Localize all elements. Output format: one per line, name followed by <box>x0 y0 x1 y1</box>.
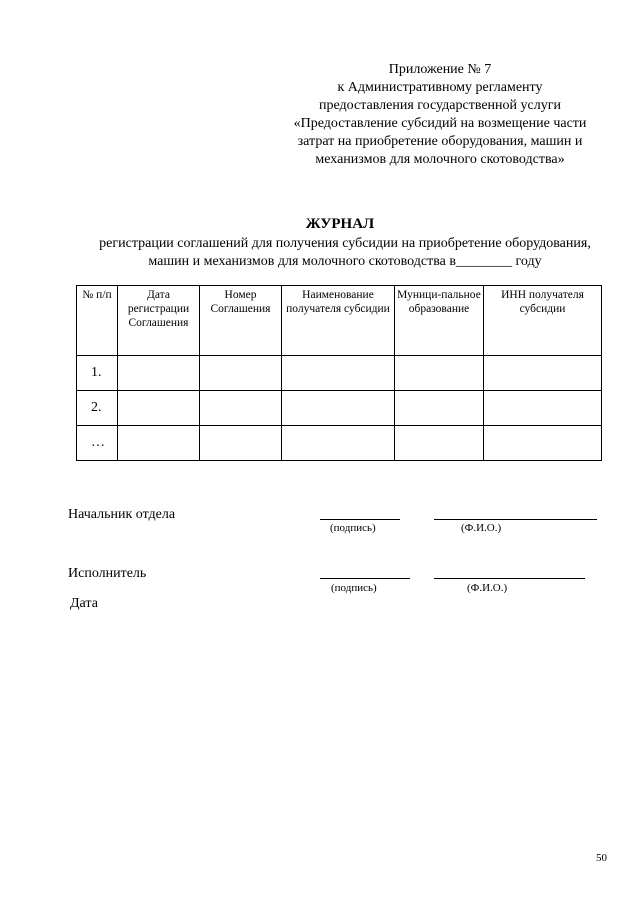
appendix-line: механизмов для молочного скотоводства» <box>315 152 565 167</box>
table-cell <box>200 391 282 426</box>
signature-line <box>320 519 400 520</box>
table-cell <box>118 356 200 391</box>
table-cell <box>200 426 282 461</box>
signature-line <box>320 578 410 579</box>
date-label: Дата <box>70 596 98 611</box>
page-number: 50 <box>596 852 607 864</box>
table-row <box>77 391 602 426</box>
table-cell <box>484 356 602 391</box>
table-cell <box>395 356 484 391</box>
appendix-line: предоставления государственной услуги <box>319 98 561 113</box>
header-cell-municipality: Муници-пальное образование <box>395 286 484 356</box>
signature-caption: (подпись) <box>331 582 377 594</box>
table-cell <box>282 356 395 391</box>
header-cell-date: Дата регистрации Соглашения <box>118 286 200 356</box>
journal-title: ЖУРНАЛ <box>305 216 375 232</box>
appendix-line: «Предоставление субсидий на возмещение части <box>293 116 587 131</box>
header-cell-recipient-name: Наименование получателя субсидии <box>282 286 395 356</box>
table-cell: … <box>77 426 118 461</box>
name-caption: (Ф.И.О.) <box>467 582 508 594</box>
table-cell: 2. <box>77 391 118 426</box>
appendix-line: Приложение № 7 <box>388 62 492 77</box>
appendix-header <box>270 61 610 169</box>
table-cell <box>395 391 484 426</box>
name-line <box>434 578 585 579</box>
journal-subtitle <box>50 235 640 271</box>
registration-table <box>76 285 602 461</box>
table-cell <box>395 426 484 461</box>
table-cell <box>282 426 395 461</box>
table-cell: 1. <box>77 356 118 391</box>
head-of-department-label: Начальник отдела <box>68 507 176 522</box>
table-cell <box>118 426 200 461</box>
table-cell <box>118 391 200 426</box>
header-cell-number: № п/п <box>77 286 118 356</box>
executor-label: Исполнитель <box>68 566 147 581</box>
subtitle-line: машин и механизмов для молочного скотоводства в________ году <box>148 254 542 269</box>
table-header-row <box>77 286 602 356</box>
name-line <box>434 519 597 520</box>
table-cell <box>484 391 602 426</box>
table-row <box>77 426 602 461</box>
header-cell-inn: ИНН получателя субсидии <box>484 286 602 356</box>
appendix-line: затрат на приобретение оборудования, машин и <box>297 134 583 149</box>
table-cell <box>484 426 602 461</box>
table-cell <box>282 391 395 426</box>
name-caption: (Ф.И.О.) <box>461 522 502 534</box>
header-cell-agreement-number: Номер Соглашения <box>200 286 282 356</box>
table-row <box>77 356 602 391</box>
signature-caption: (подпись) <box>330 522 376 534</box>
subtitle-line: регистрации соглашений для получения субсидии на приобретение оборудования, <box>99 236 591 251</box>
table-cell <box>200 356 282 391</box>
appendix-line: к Административному регламенту <box>337 80 543 95</box>
